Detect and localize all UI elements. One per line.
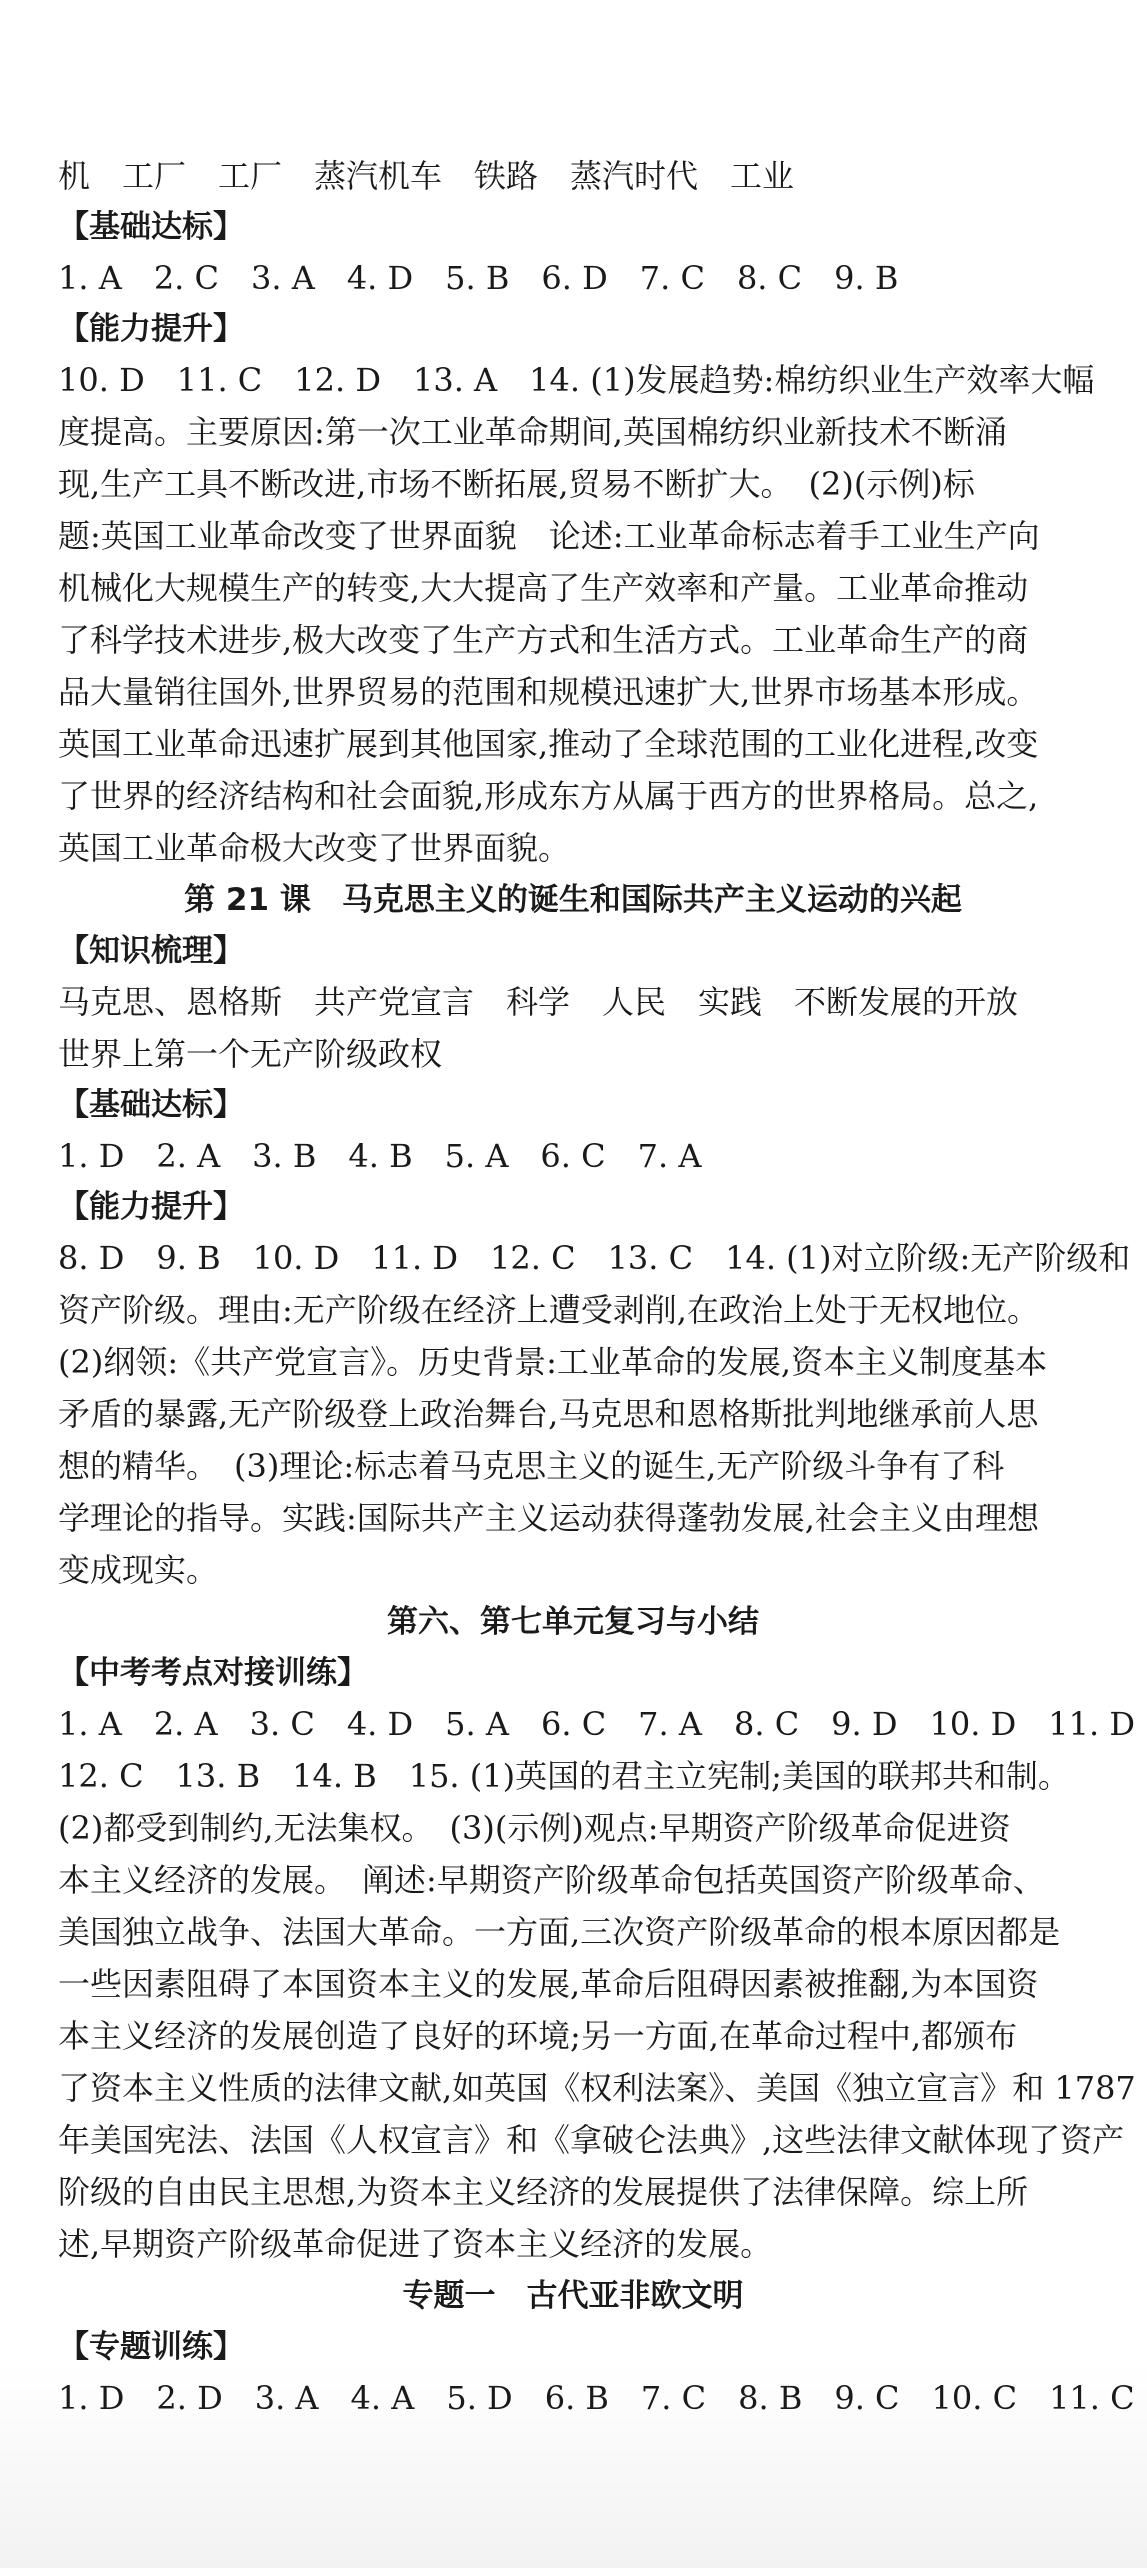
answer-line: 1. D 2. D 3. A 4. A 5. D 6. B 7. C 8. B 9. C 10. C 11. C — [58, 2379, 1135, 2417]
section-label: 【能力提升】 — [58, 311, 244, 347]
answer-line: 世界上第一个无产阶级政权 — [58, 1035, 443, 1073]
section-label: 【基础达标】 — [58, 1087, 244, 1123]
answer-line: 本主义经济的发展。 阐述:早期资产阶级革命包括英国资产阶级革命、 — [58, 1861, 1045, 1899]
section-label: 【知识梳理】 — [58, 933, 244, 969]
answer-line: 题:英国工业革命改变了世界面貌 论述:工业革命标志着手工业生产向 — [58, 517, 1040, 555]
section-label: 【专题训练】 — [58, 2329, 244, 2365]
answer-line: 资产阶级。理由:无产阶级在经济上遭受剥削,在政治上处于无权地位。 — [58, 1291, 1039, 1329]
answer-line: 年美国宪法、法国《人权宣言》和《拿破仑法典》,这些法律文献体现了资产 — [58, 2121, 1125, 2159]
answer-line: 想的精华。 (3)理论:标志着马克思主义的诞生,无产阶级斗争有了科 — [58, 1447, 1005, 1485]
answer-line: 英国工业革命迅速扩展到其他国家,推动了全球范围的工业化进程,改变 — [58, 725, 1039, 763]
answer-line: 矛盾的暴露,无产阶级登上政治舞台,马克思和恩格斯批判地继承前人思 — [58, 1395, 1039, 1433]
answer-line: 学理论的指导。实践:国际共产主义运动获得蓬勃发展,社会主义由理想 — [58, 1499, 1039, 1537]
section-label: 【能力提升】 — [58, 1189, 244, 1225]
answer-line: 机械化大规模生产的转变,大大提高了生产效率和产量。工业革命推动 — [58, 569, 1029, 607]
answer-line: 阶级的自由民主思想,为资本主义经济的发展提供了法律保障。综上所 — [58, 2173, 1029, 2211]
answer-line: (2)纲领:《共产党宣言》。历史背景:工业革命的发展,资本主义制度基本 — [58, 1343, 1048, 1381]
answer-line: 机 工厂 工厂 蒸汽机车 铁路 蒸汽时代 工业 — [58, 157, 795, 195]
answer-line: 述,早期资产阶级革命促进了资本主义经济的发展。 — [58, 2225, 773, 2263]
answer-line: 变成现实。 — [58, 1551, 219, 1589]
answer-line: 了世界的经济结构和社会面貌,形成东方从属于西方的世界格局。总之, — [58, 777, 1039, 815]
lesson-title: 专题一 古代亚非欧文明 — [402, 2278, 744, 2314]
answer-line: 了科学技术进步,极大改变了生产方式和生活方式。工业革命生产的商 — [58, 621, 1029, 659]
answer-line: 一些因素阻碍了本国资本主义的发展,革命后阻碍因素被推翻,为本国资 — [58, 1965, 1039, 2003]
answer-line: 现,生产工具不断改进,市场不断拓展,贸易不断扩大。 (2)(示例)标 — [58, 465, 975, 503]
answer-line: 10. D 11. C 12. D 13. A 14. (1)发展趋势:棉纺织业生产效率大幅 — [58, 361, 1095, 399]
section-label: 【中考考点对接训练】 — [58, 1655, 368, 1691]
answer-column — [58, 150, 1136, 2424]
answer-line: 美国独立战争、法国大革命。一方面,三次资产阶级革命的根本原因都是 — [58, 1913, 1061, 1951]
answer-line: 1. A 2. A 3. C 4. D 5. A 6. C 7. A 8. C 9. D 10. D 11. D — [58, 1705, 1135, 1743]
answer-line: 英国工业革命极大改变了世界面貌。 — [58, 829, 571, 867]
answer-line: 1. A 2. C 3. A 4. D 5. B 6. D 7. C 8. C 9. B — [58, 259, 899, 297]
answer-line: 8. D 9. B 10. D 11. D 12. C 13. C 14. (1)对立阶级:无产阶级和 — [58, 1239, 1131, 1277]
answer-line: 马克思、恩格斯 共产党宣言 科学 人民 实践 不断发展的开放 — [58, 983, 1019, 1021]
answer-line: 品大量销往国外,世界贸易的范围和规模迅速扩大,世界市场基本形成。 — [58, 673, 1039, 711]
answer-line: 本主义经济的发展创造了良好的环境;另一方面,在革命过程中,都颁布 — [58, 2017, 1018, 2055]
section-label: 【基础达标】 — [58, 209, 244, 245]
lesson-title: 第 21 课 马克思主义的诞生和国际共产主义运动的兴起 — [184, 882, 962, 918]
answer-line: 1. D 2. A 3. B 4. B 5. A 6. C 7. A — [58, 1137, 702, 1175]
lesson-title: 第六、第七单元复习与小结 — [387, 1604, 759, 1640]
answer-line: 度提高。主要原因:第一次工业革命期间,英国棉纺织业新技术不断涌 — [58, 413, 1007, 451]
answer-line: 12. C 13. B 14. B 15. (1)英国的君主立宪制;美国的联邦共和制。 — [58, 1757, 1070, 1795]
answer-line: 了资本主义性质的法律文献,如英国《权利法案》、美国《独立宣言》和 1787 — [58, 2069, 1136, 2107]
answer-line: (2)都受到制约,无法集权。 (3)(示例)观点:早期资产阶级革命促进资 — [58, 1809, 1011, 1847]
